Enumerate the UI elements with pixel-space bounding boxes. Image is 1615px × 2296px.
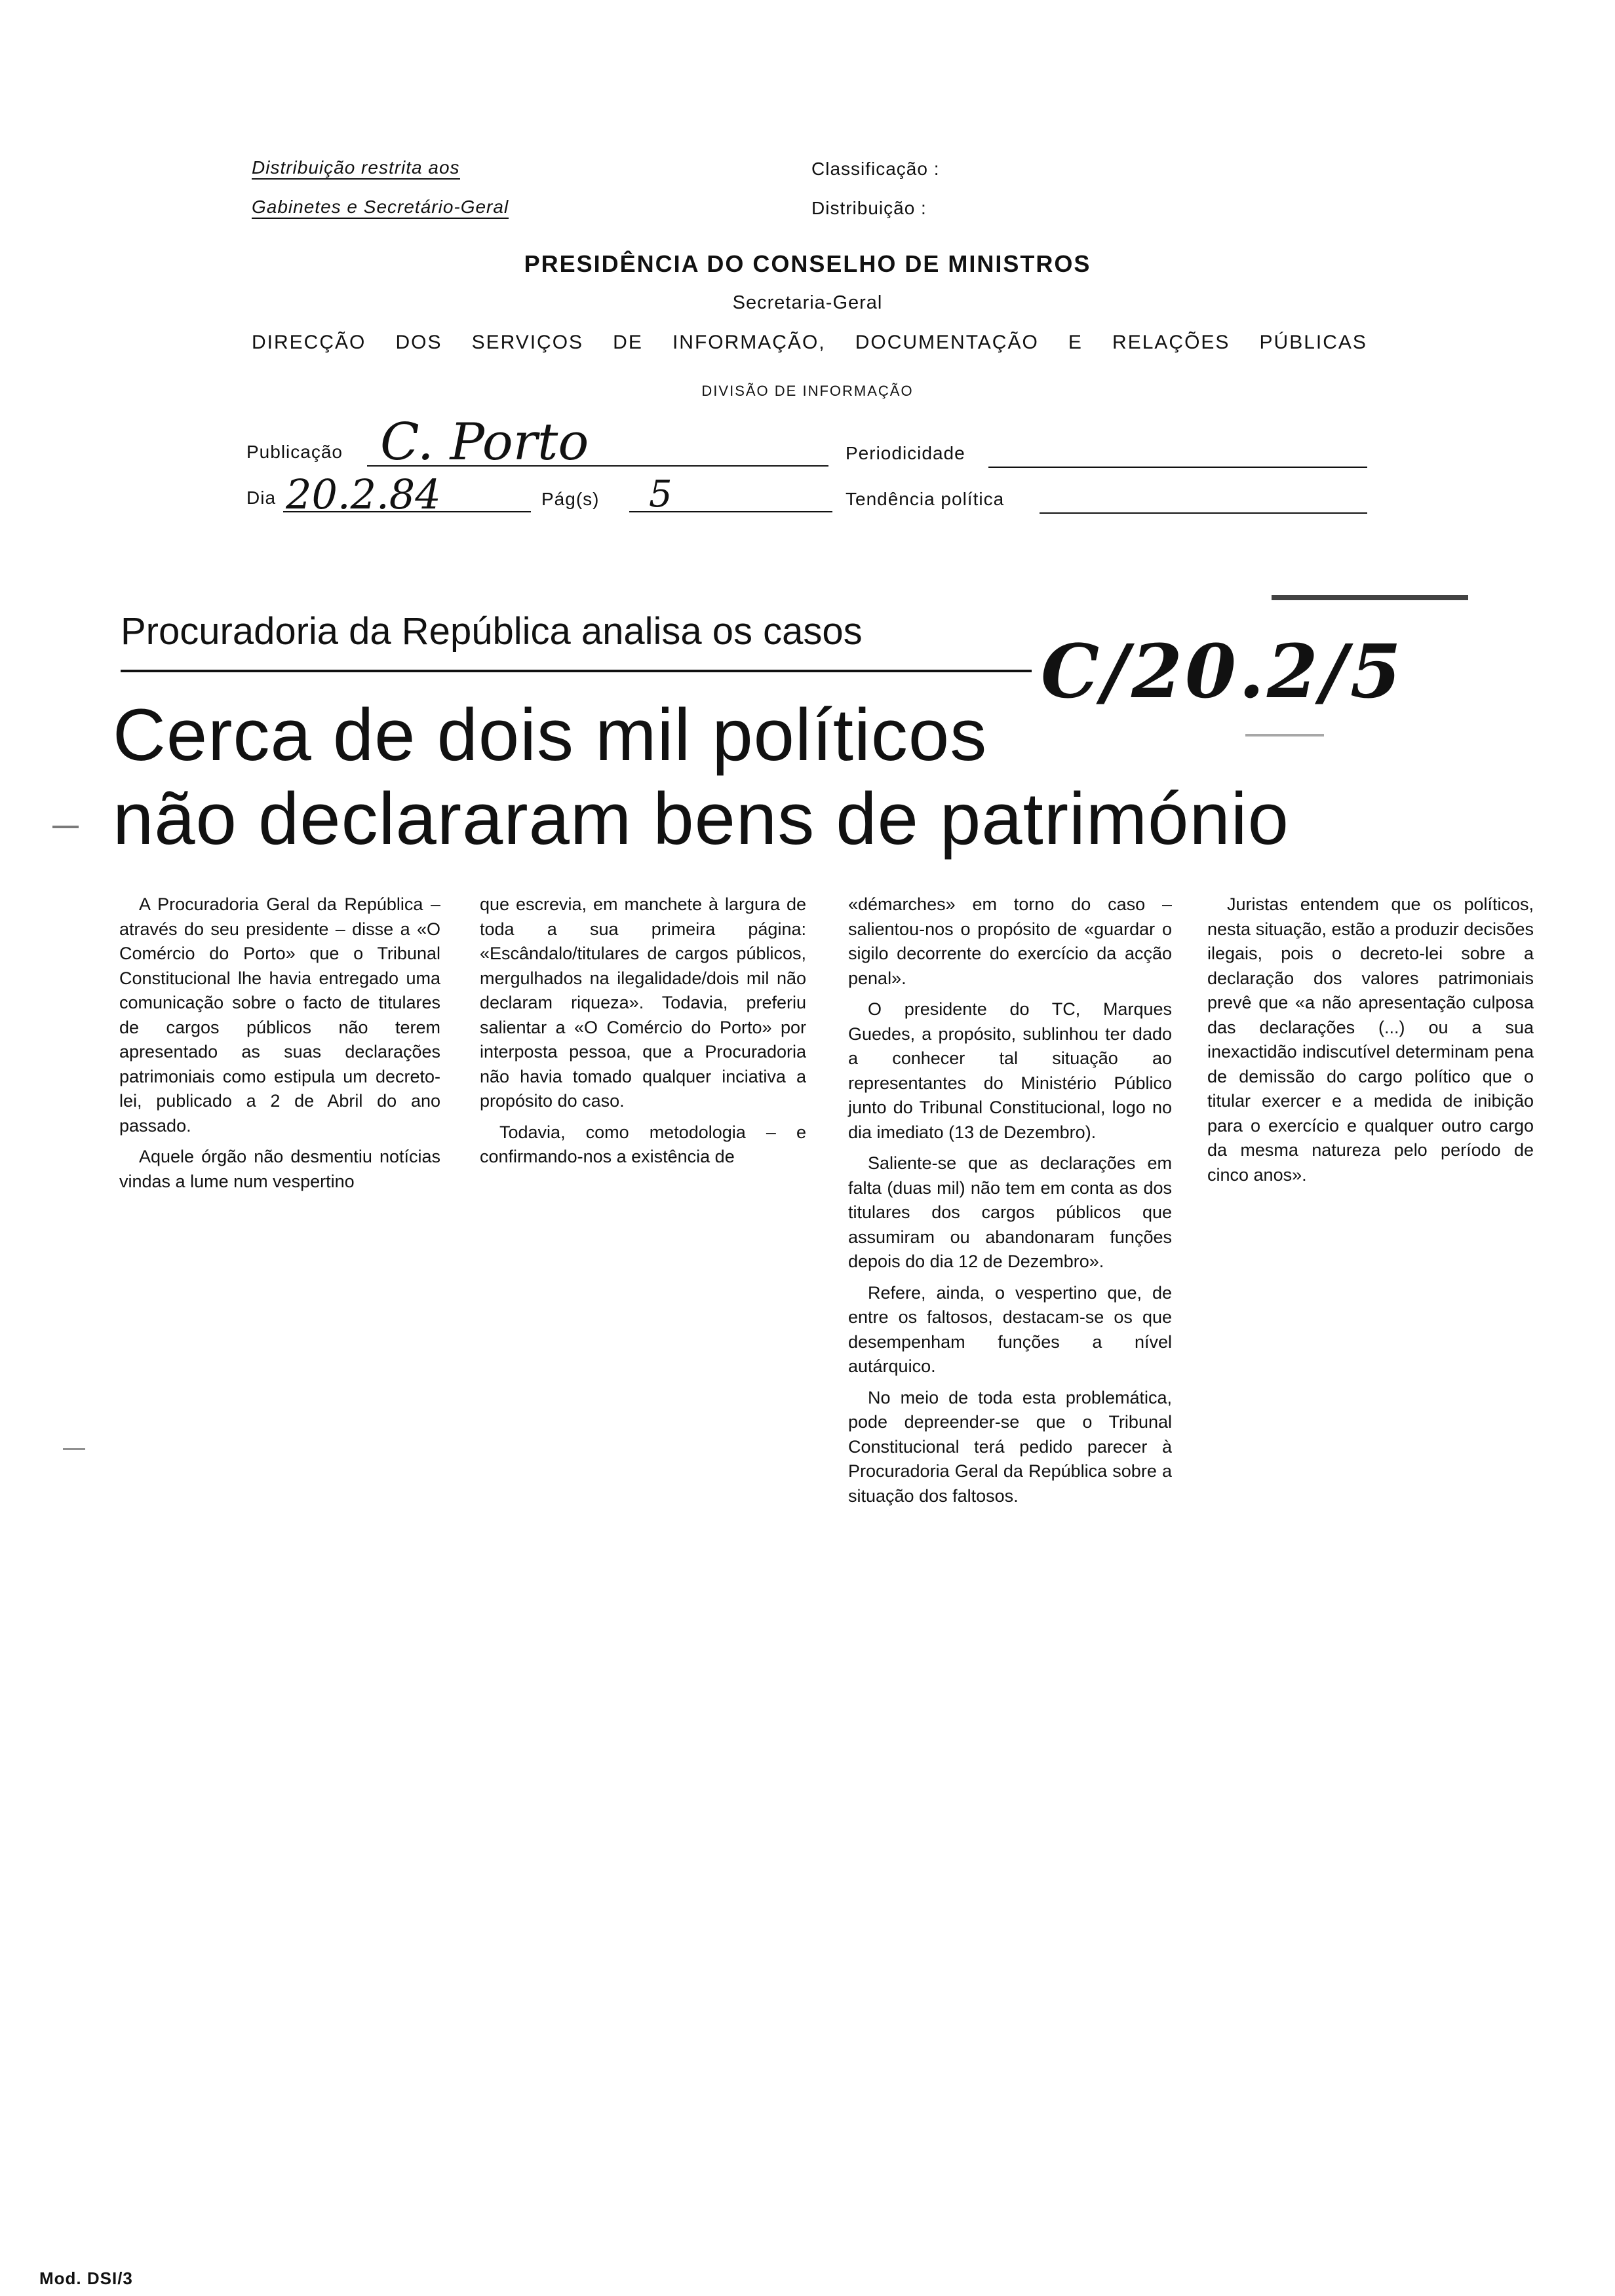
publicacao-label: Publicação — [246, 442, 343, 462]
paragraph: «démarches» em torno do caso – salientou-nos o propósito de «guardar o sigilo decorrente do exercício da acção penal». — [848, 894, 1172, 988]
paragraph: A Procuradoria Geral da República – através do seu presidente – disse a «O Comércio do Porto» que o Tribunal Constitucional lhe havia entregado uma comunicação sobre o facto de titulares de cargos públicos não terem apresentado as suas declarações patrimoniais como estipula um decreto-lei, publicado a 2 de Abril do ano passado. — [119, 894, 440, 1136]
article-column-1 — [119, 892, 440, 1200]
secretaria-geral: Secretaria-Geral — [732, 292, 883, 313]
scan-noise — [63, 1448, 85, 1450]
direccao-word: SERVIÇOS — [471, 332, 584, 353]
article-column-3 — [848, 892, 1172, 1515]
direccao-word: DIRECÇÃO — [252, 332, 366, 353]
periodicidade-underline — [988, 467, 1367, 468]
direccao-word: PÚBLICAS — [1259, 332, 1367, 353]
direccao-word: DE — [613, 332, 643, 353]
distribution-line-2: Gabinetes e Secretário-Geral — [252, 197, 509, 219]
article-kicker: Procuradoria da República analisa os casos — [121, 610, 863, 653]
article-column-2 — [480, 892, 806, 1176]
paragraph: No meio de toda esta problemática, pode depreender-se que o Tribunal Constitucional terá pedido parecer à Procuradoria Geral da República sobre a situação dos faltosos. — [848, 1387, 1172, 1506]
divisao-informacao: DIVISÃO DE INFORMAÇÃO — [701, 383, 914, 399]
direccao-word: RELAÇÕES — [1112, 332, 1230, 353]
article-column-4 — [1207, 892, 1534, 1194]
margin-note-handwritten: C/20.2/5 — [1041, 629, 1404, 715]
direccao-line — [252, 332, 1367, 354]
distribution-line-1: Distribuição restrita aos — [252, 157, 460, 180]
paragraph: O presidente do TC, Marques Guedes, a propósito, sublinhou ter dado a conhecer tal situação ao representantes do Ministério Público junto do Tribunal Constitucional, logo no dia imediato (13 de Dezembro). — [848, 999, 1172, 1142]
paragraph: Juristas entendem que os políticos, nesta situação, estão a produzir decisões ilegais, pois o decreto-lei sobre a declaração dos valores patrimoniais prevê que «a não apresentação culposa das declarações (...) ou a sua inexactidão indiscutível determinam pena de demissão do cargo político que o titular exercer e a medida de inibição para o exercício e qualquer outro cargo da mesma natureza pelo período de cinco anos». — [1207, 894, 1534, 1185]
form-code: Mod. DSI/3 — [39, 2268, 133, 2288]
direccao-word: E — [1068, 332, 1083, 353]
paragraph: Aquele órgão não desmentiu notícias vindas a lume num vespertino — [119, 1147, 440, 1191]
headline-line-1: Cerca de dois mil políticos — [113, 694, 988, 776]
kicker-rule — [121, 670, 1032, 672]
distribuicao-label: Distribuição : — [811, 198, 927, 218]
presidency-title: PRESIDÊNCIA DO CONSELHO DE MINISTROS — [524, 250, 1091, 277]
scan-noise — [52, 826, 79, 828]
classificacao-label: Classificação : — [811, 159, 940, 179]
dia-handwritten: 20.2.84 — [286, 470, 441, 518]
paragraph: que escrevia, em manchete à largura de toda a sua primeira página: «Escândalo/titulares de cargos públicos, mergulhados na ilegalidade/dois mil não declaram riqueza». Todavia, preferiu salientar a «O Comércio do Porto» por interposta pessoa, que a Procuradoria não havia tomado qualquer inciativa a propósito do caso. — [480, 894, 806, 1111]
tendencia-underline — [1040, 512, 1367, 514]
direccao-word: INFORMAÇÃO, — [672, 332, 826, 353]
paragraph: Todavia, como metodologia – e confirmando-nos a existência de — [480, 1122, 806, 1166]
periodicidade-label: Periodicidade — [846, 443, 965, 463]
direccao-word: DOS — [395, 332, 442, 353]
scan-noise — [1245, 734, 1324, 737]
scan-noise — [1272, 595, 1468, 600]
direccao-word: DOCUMENTAÇÃO — [855, 332, 1039, 353]
dia-label: Dia — [246, 488, 277, 508]
headline-line-2: não declararam bens de património — [113, 778, 1289, 860]
publicacao-handwritten: C. Porto — [380, 413, 589, 472]
pags-handwritten: 5 — [649, 473, 672, 516]
paragraph: Saliente-se que as declarações em falta (duas mil) não tem em conta as dos titulares dos cargos públicos que assumiram ou abandonaram funções depois do dia 12 de Dezembro». — [848, 1153, 1172, 1271]
tendencia-label: Tendência política — [846, 489, 1005, 509]
paragraph: Refere, ainda, o vespertino que, de entre os faltosos, destacam-se os que desempenham funções a nível autárquico. — [848, 1282, 1172, 1376]
pags-label: Pág(s) — [541, 489, 600, 509]
